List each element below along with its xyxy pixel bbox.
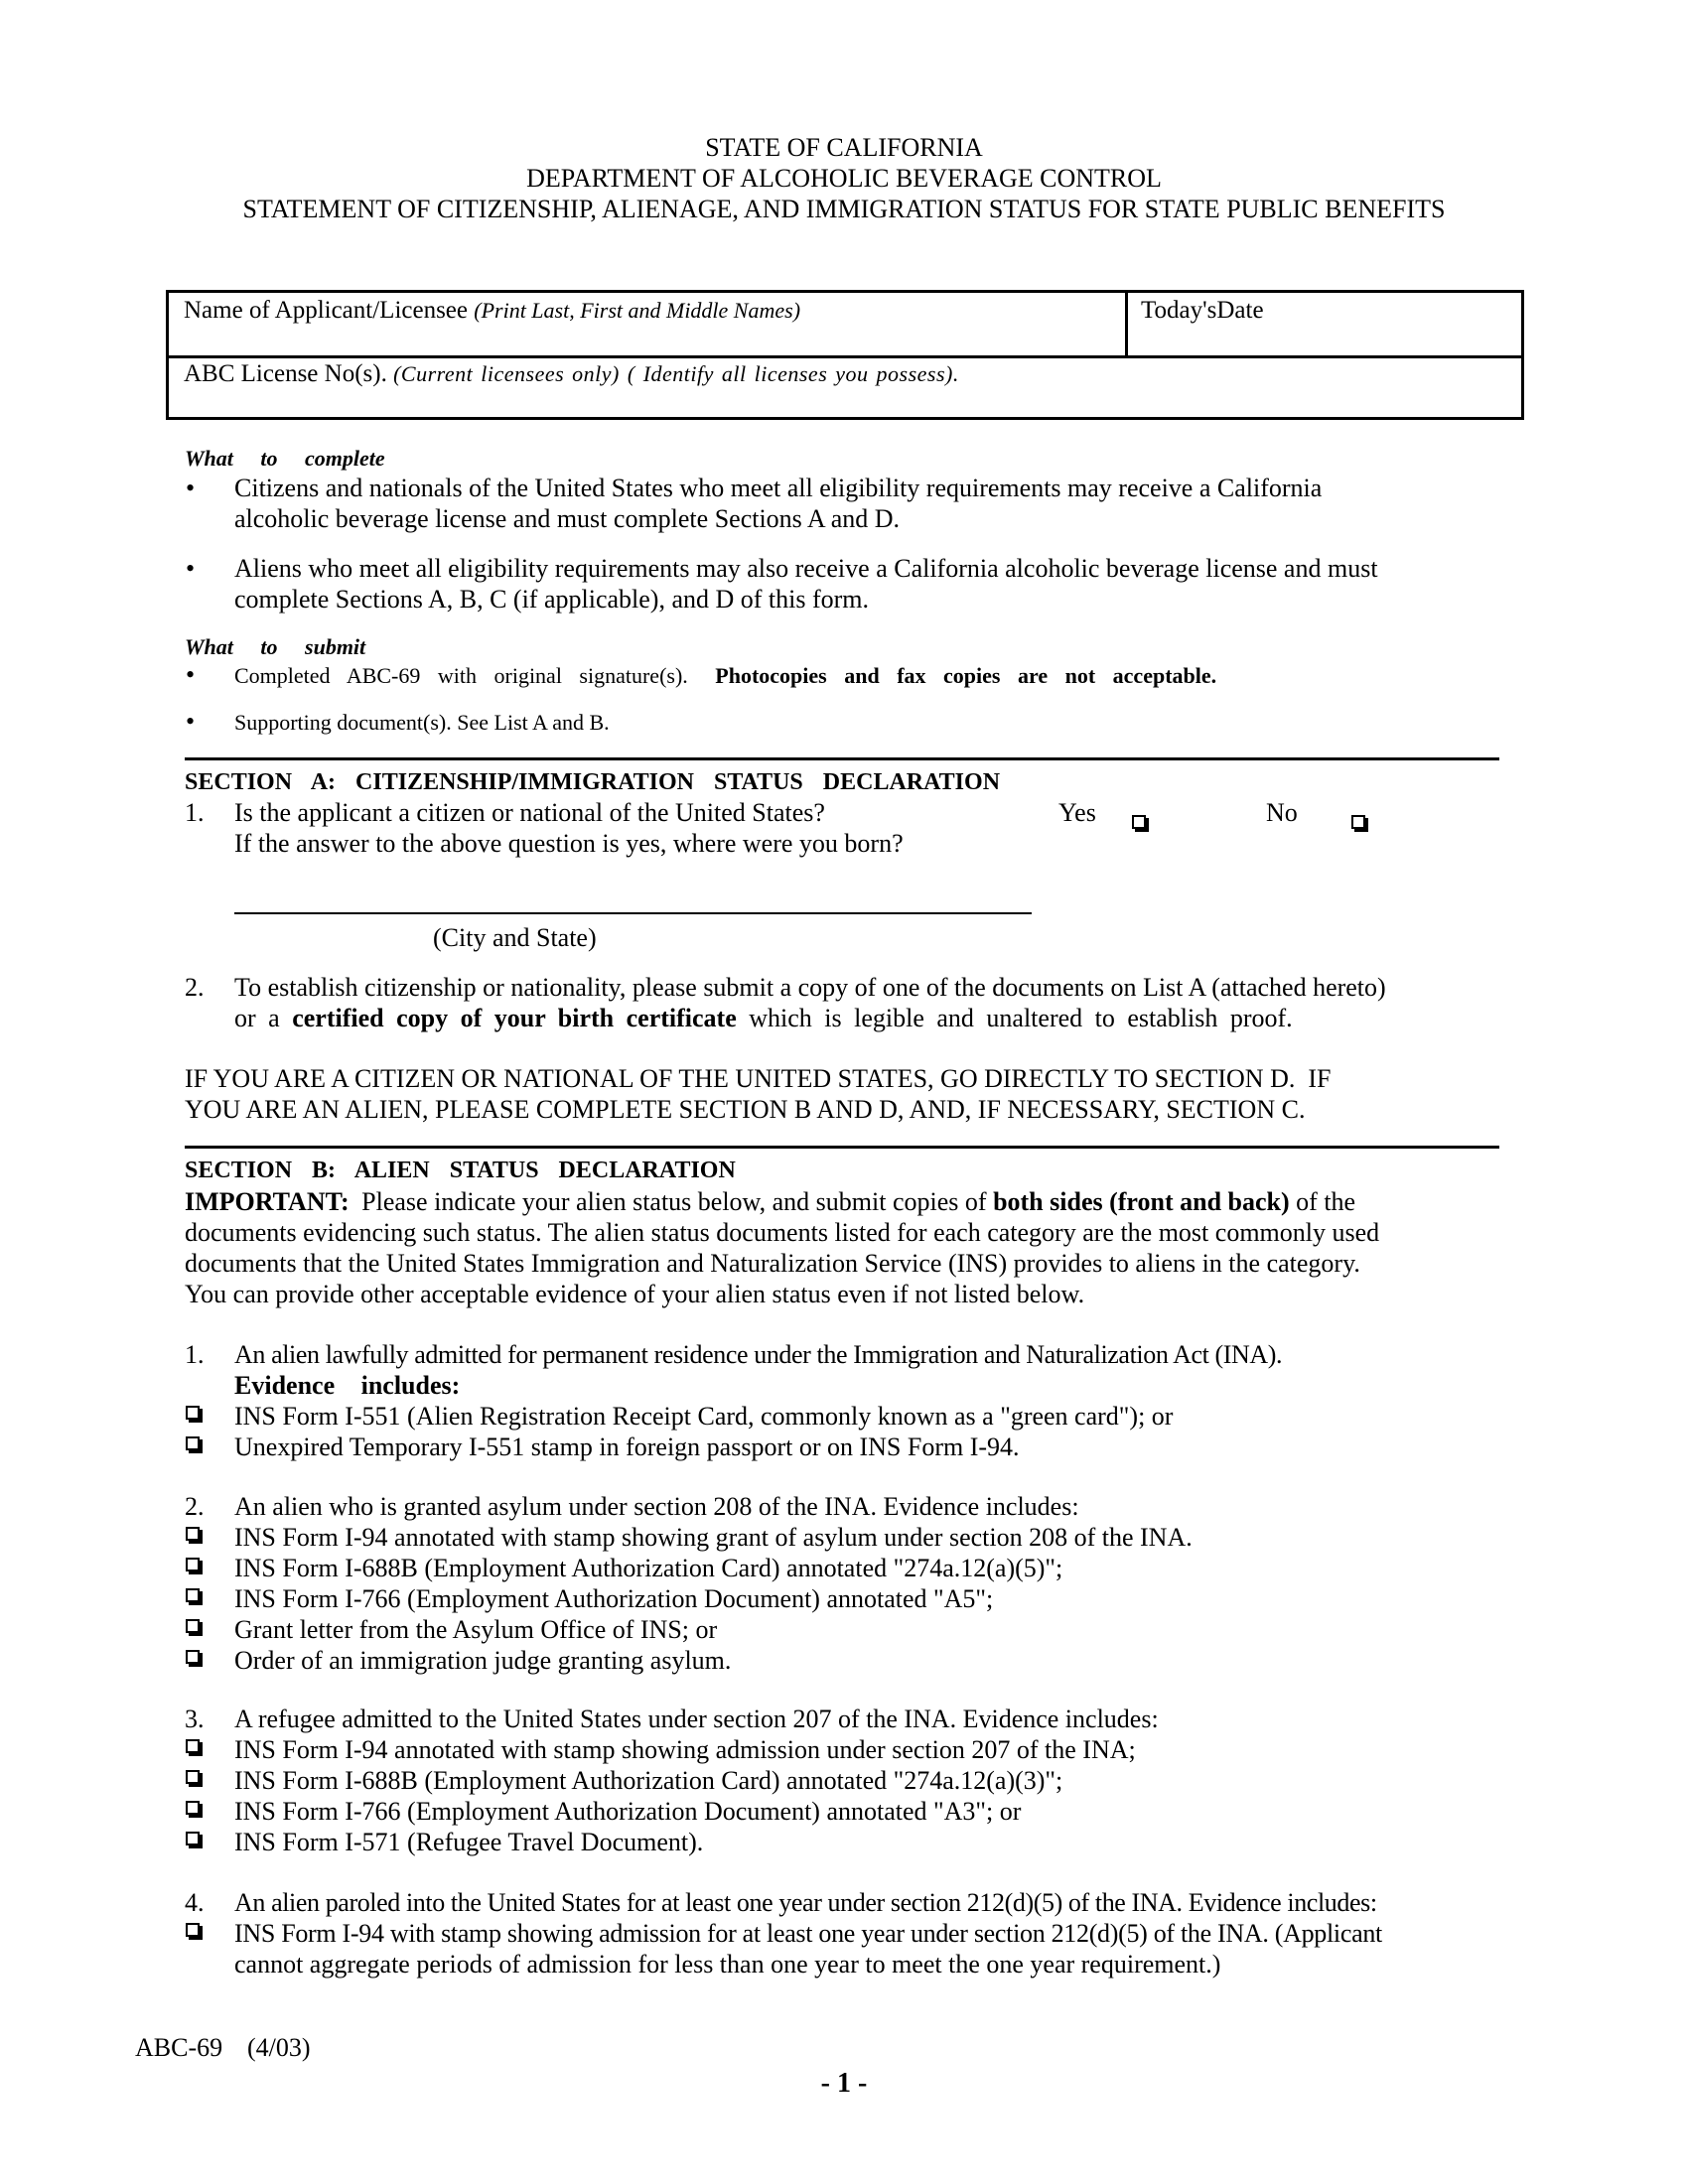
yes-label: Yes — [1058, 798, 1096, 827]
box-divider — [1125, 293, 1128, 355]
item-2-option-2: INS Form I-688B (Employment Authorization Card) annotated "274a.12(a)(5)"; — [234, 1554, 1063, 1582]
important-line-2: documents evidencing such status. The alien status documents listed for each category are the most commonly used — [185, 1218, 1380, 1247]
submit-bullet-1-text: Completed ABC-69 with original signature(s). — [234, 663, 688, 688]
applicant-name-label: Name of Applicant/Licensee — [184, 297, 468, 324]
city-state-caption: (City and State) — [433, 923, 597, 952]
item-3-option-1: INS Form I-94 annotated with stamp showing admission under section 207 of the INA; — [234, 1735, 1136, 1764]
license-number-field[interactable] — [184, 358, 959, 389]
section-b-rule — [185, 1146, 1499, 1149]
birthplace-question: If the answer to the above question is yes, where were you born? — [234, 829, 904, 858]
question-2-number: 2. — [185, 973, 205, 1002]
form-id: ABC-69 — [135, 2033, 223, 2062]
applicant-info-box — [166, 290, 1524, 420]
item-2-number: 2. — [185, 1492, 205, 1521]
notice-line-2: YOU ARE AN ALIEN, PLEASE COMPLETE SECTION B AND D, AND, IF NECESSARY, SECTION C. — [185, 1095, 1306, 1124]
yes-checkbox[interactable] — [1132, 815, 1146, 829]
applicant-name-hint: (Print Last, First and Middle Names) — [474, 298, 801, 323]
item-3-number: 3. — [185, 1705, 205, 1733]
notice-line-1: IF YOU ARE A CITIZEN OR NATIONAL OF THE UNITED STATES, GO DIRECTLY TO SECTION D. IF — [185, 1064, 1332, 1093]
applicant-name-row — [169, 293, 1521, 358]
submit-bullet-2: Supporting document(s). See List A and B. — [234, 710, 610, 735]
item-2-option-1-checkbox[interactable] — [186, 1527, 200, 1541]
complete-bullet-1-line-2: alcoholic beverage license and must complete Sections A and D. — [234, 504, 901, 533]
submit-bullet-1 — [234, 660, 1515, 691]
question-2-text-a: or a — [234, 1004, 280, 1032]
item-2-option-3: INS Form I-766 (Employment Authorization Document) annotated "A5"; — [234, 1584, 994, 1613]
item-1-evidence: Evidence includes: — [234, 1371, 461, 1400]
question-2-line-2 — [234, 1003, 1515, 1033]
item-1-text: An alien lawfully admitted for permanent residence under the Immigration and Naturalization Act (INA). — [234, 1340, 1283, 1369]
item-2-option-5-checkbox[interactable] — [186, 1650, 200, 1664]
section-a-rule — [185, 757, 1499, 760]
important-text-a: Please indicate your alien status below, and submit copies of — [361, 1187, 987, 1216]
complete-bullet-2-line-2: complete Sections A, B, C (if applicable), and D of this form. — [234, 585, 870, 614]
important-line-4: You can provide other acceptable evidence of your alien status even if not listed below. — [185, 1280, 1085, 1308]
item-3-text: A refugee admitted to the United States under section 207 of the INA. Evidence includes: — [234, 1705, 1159, 1733]
todays-date-label: Today'sDate — [1141, 297, 1264, 324]
item-2-option-4: Grant letter from the Asylum Office of INS; or — [234, 1615, 718, 1644]
form-revision: (4/03) — [247, 2033, 311, 2062]
question-2-text-c: which is legible and unaltered to establish proof. — [749, 1004, 1293, 1032]
item-3-option-4: INS Form I-571 (Refugee Travel Document). — [234, 1828, 704, 1856]
item-2-option-4-checkbox[interactable] — [186, 1619, 200, 1633]
item-1-option-2-checkbox[interactable] — [186, 1436, 200, 1450]
applicant-name-field[interactable] — [184, 295, 800, 326]
bullet: • — [186, 474, 196, 502]
bullet: • — [186, 707, 196, 736]
what-to-complete-heading: What to complete — [185, 446, 385, 471]
item-2-text: An alien who is granted asylum under section 208 of the INA. Evidence includes: — [234, 1492, 1079, 1521]
header-line-1: STATE OF CALIFORNIA — [705, 133, 983, 162]
item-4-number: 4. — [185, 1888, 205, 1917]
item-1-option-1-checkbox[interactable] — [186, 1406, 200, 1420]
item-2-option-3-checkbox[interactable] — [186, 1588, 200, 1602]
important-label: IMPORTANT: — [185, 1187, 350, 1216]
section-a-title: SECTION A: CITIZENSHIP/IMMIGRATION STATUS DECLARATION — [185, 769, 1001, 795]
item-3-option-1-checkbox[interactable] — [186, 1739, 200, 1753]
birthplace-input-line[interactable] — [234, 912, 1032, 914]
submit-bullet-1-warning: Photocopies and fax copies are not acceptable. — [715, 663, 1217, 688]
item-3-option-2-checkbox[interactable] — [186, 1770, 200, 1784]
page-number: - 1 - — [820, 2068, 868, 2099]
question-1-number: 1. — [185, 798, 205, 827]
complete-bullet-2-line-1: Aliens who meet all eligibility requirements may also receive a California alcoholic beverage license and must — [234, 554, 1378, 583]
important-line-1 — [185, 1186, 1355, 1217]
item-2-option-5: Order of an immigration judge granting asylum. — [234, 1646, 732, 1675]
item-2-option-2-checkbox[interactable] — [186, 1558, 200, 1571]
header-line-2: DEPARTMENT OF ALCOHOLIC BEVERAGE CONTROL — [526, 164, 1162, 193]
item-4-option-1-line-1: INS Form I-94 with stamp showing admission for at least one year under section 212(d)(5) of the INA. (Applicant — [234, 1919, 1382, 1948]
important-line-3: documents that the United States Immigration and Naturalization Service (INS) provides to aliens in the category. — [185, 1249, 1360, 1278]
question-2-line-1: To establish citizenship or nationality, please submit a copy of one of the documents on List A (attached hereto) — [234, 973, 1386, 1002]
what-to-submit-heading: What to submit — [185, 634, 366, 659]
section-b-title: SECTION B: ALIEN STATUS DECLARATION — [185, 1158, 736, 1183]
question-2-emphasis: certified copy of your birth certificate — [292, 1004, 737, 1032]
important-text-c: of the — [1296, 1187, 1356, 1216]
item-4-text: An alien paroled into the United States for at least one year under section 212(d)(5) of the INA. Evidence includes: — [234, 1888, 1377, 1917]
item-3-option-4-checkbox[interactable] — [186, 1832, 200, 1845]
complete-bullet-1-line-1: Citizens and nationals of the United States who meet all eligibility requirements may receive a California — [234, 474, 1323, 502]
header-line-3: STATEMENT OF CITIZENSHIP, ALIENAGE, AND IMMIGRATION STATUS FOR STATE PUBLIC BENEFITS — [242, 195, 1446, 223]
license-number-label: ABC License No(s). — [184, 360, 387, 387]
license-number-hint: (Current licensees only) ( Identify all licenses you possess). — [393, 361, 959, 386]
todays-date-field[interactable] — [1141, 295, 1264, 326]
item-2-option-1: INS Form I-94 annotated with stamp showing grant of asylum under section 208 of the INA. — [234, 1523, 1193, 1552]
important-emphasis: both sides (front and back) — [993, 1187, 1290, 1216]
item-4-option-1-line-2: cannot aggregate periods of admission for less than one year to meet the one year requirement.) — [234, 1950, 1221, 1979]
no-checkbox[interactable] — [1351, 815, 1365, 829]
item-3-option-2: INS Form I-688B (Employment Authorization Card) annotated "274a.12(a)(3)"; — [234, 1766, 1063, 1795]
item-4-option-1-checkbox[interactable] — [186, 1923, 200, 1937]
item-1-option-2: Unexpired Temporary I-551 stamp in foreign passport or on INS Form I-94. — [234, 1433, 1020, 1461]
question-1-text: Is the applicant a citizen or national of the United States? — [234, 798, 825, 827]
item-3-option-3: INS Form I-766 (Employment Authorization Document) annotated "A3"; or — [234, 1797, 1022, 1826]
item-1-option-1: INS Form I-551 (Alien Registration Receipt Card, commonly known as a "green card"); or — [234, 1402, 1174, 1431]
no-label: No — [1266, 798, 1298, 827]
bullet: • — [186, 660, 196, 689]
bullet: • — [186, 554, 196, 583]
item-3-option-3-checkbox[interactable] — [186, 1801, 200, 1815]
item-1-number: 1. — [185, 1340, 205, 1369]
